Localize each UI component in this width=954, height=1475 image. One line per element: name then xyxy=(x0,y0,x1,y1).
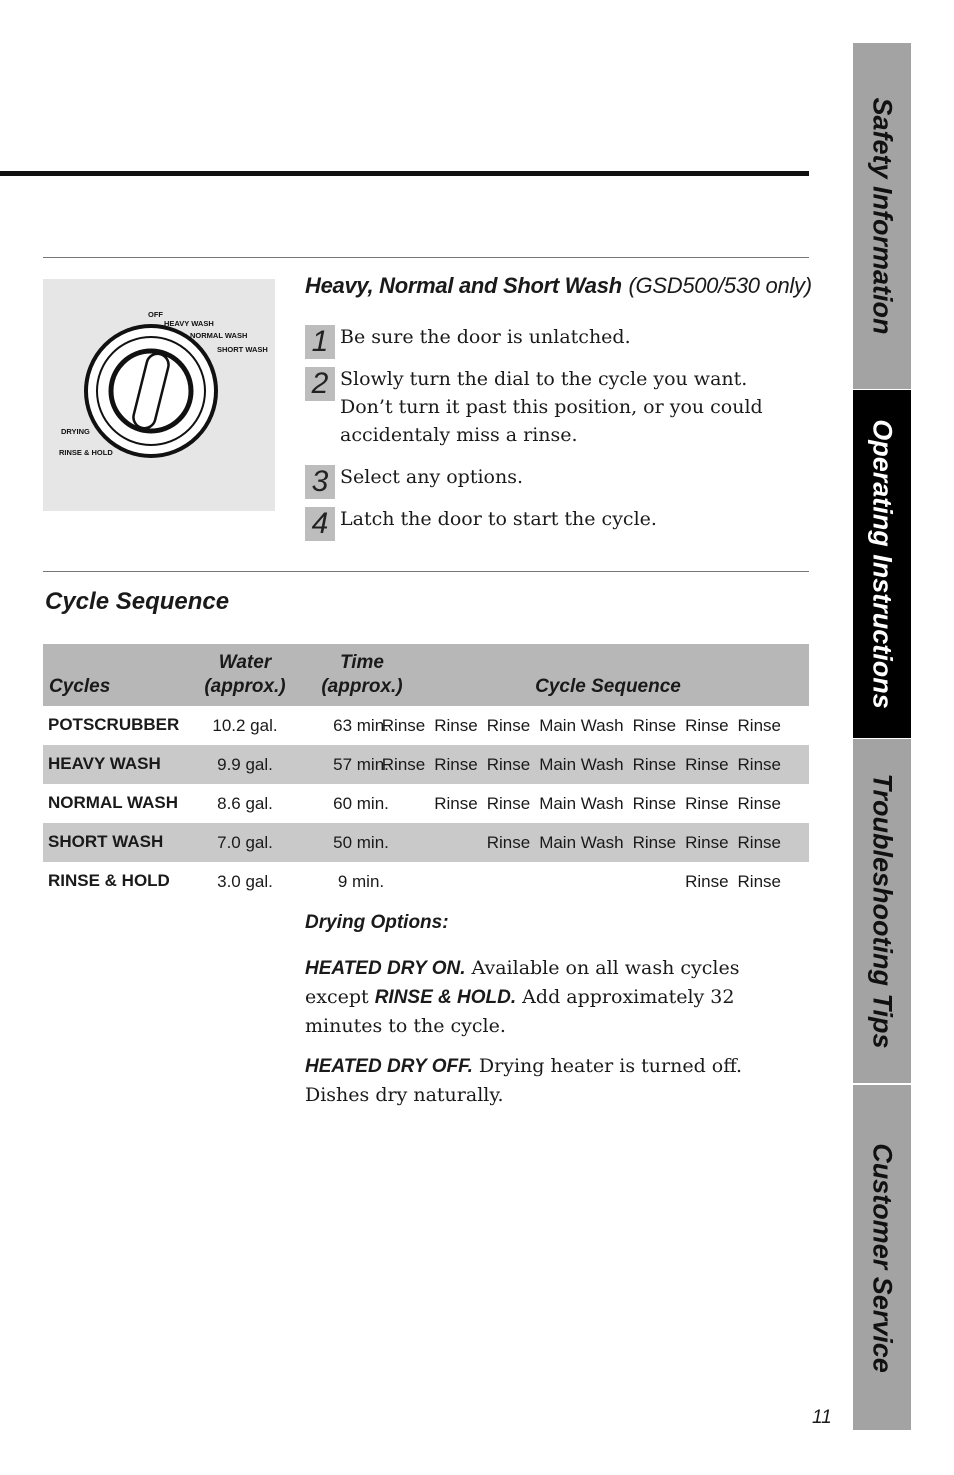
step-text: Latch the door to start the cycle. xyxy=(340,508,657,530)
dial-label-drying: DRYING xyxy=(61,427,90,436)
tab-label: Troubleshooting Tips xyxy=(867,773,898,1049)
sequence-cell xyxy=(373,716,781,736)
water-cell: 9.9 gal. xyxy=(217,755,273,774)
water-cell: 8.6 gal. xyxy=(217,794,273,813)
section-heading xyxy=(305,273,812,299)
table-row xyxy=(43,823,809,862)
dial-illustration xyxy=(43,279,275,511)
sequence-step: Rinse xyxy=(434,716,478,735)
tab-customer-service[interactable] xyxy=(853,1085,911,1430)
sequence-step: Rinse xyxy=(685,794,729,813)
header-cycles: Cycles xyxy=(49,676,111,697)
table-row xyxy=(43,706,809,745)
table-row xyxy=(43,862,809,901)
dial-label-normal: NORMAL WASH xyxy=(190,331,248,340)
section-note: (GSD500/530 only) xyxy=(628,273,812,298)
header-time-line1: Time xyxy=(339,652,384,673)
heated-dry-on-label: HEATED DRY ON. xyxy=(305,958,466,979)
sequence-cell xyxy=(478,833,781,853)
step-number: 1 xyxy=(305,325,335,359)
tab-troubleshooting-tips[interactable] xyxy=(853,739,911,1083)
header-sequence: Cycle Sequence xyxy=(535,676,681,697)
heated-dry-off-text: Drying heater is turned off. Dishes dry naturally. xyxy=(305,1055,743,1106)
step-text: Select any options. xyxy=(340,466,524,488)
time-cell: 9 min. xyxy=(337,872,385,891)
time-cell: 63 min. xyxy=(333,716,389,735)
heated-dry-off-label: HEATED DRY OFF. xyxy=(305,1056,473,1077)
heated-dry-on-except: RINSE & HOLD. xyxy=(374,987,517,1008)
sequence-step: Rinse xyxy=(632,833,677,852)
sequence-step: Rinse xyxy=(685,872,729,891)
sequence-step: Rinse xyxy=(486,755,531,774)
section-divider xyxy=(43,257,809,258)
header-water-line1: Water xyxy=(218,652,272,673)
sequence-step: Rinse xyxy=(632,716,677,735)
dial-svg xyxy=(43,279,275,511)
heated-dry-on-text-2: Add approximately 32 minutes to the cycle. xyxy=(305,986,735,1037)
table-body xyxy=(43,706,809,901)
sequence-step: Rinse xyxy=(381,755,426,774)
cycle-name: HEAVY WASH xyxy=(48,754,161,773)
step-number: 2 xyxy=(305,367,335,401)
sequence-step: Rinse xyxy=(434,755,478,774)
cycle-sequence-title: Cycle Sequence xyxy=(45,588,230,615)
sequence-step: Rinse xyxy=(486,716,531,735)
header-time-line2: (approx.) xyxy=(321,676,403,697)
page-number: 11 xyxy=(812,1407,832,1428)
dial-label-short: SHORT WASH xyxy=(217,345,268,354)
heated-dry-off-paragraph xyxy=(305,1052,800,1109)
section-title: Heavy, Normal and Short Wash xyxy=(305,273,622,298)
dial-label-off: OFF xyxy=(148,310,163,319)
sequence-step: Rinse xyxy=(737,794,781,813)
sequence-step: Rinse xyxy=(685,716,729,735)
sequence-step: Main Wash xyxy=(539,716,624,735)
step-number: 4 xyxy=(305,507,335,541)
sequence-cell xyxy=(676,872,781,892)
section-divider xyxy=(43,571,809,572)
sequence-step: Rinse xyxy=(632,755,677,774)
cycle-name: POTSCRUBBER xyxy=(48,715,180,734)
heated-dry-on-text-1: Available on all wash cycles except xyxy=(305,957,740,1008)
water-cell: 3.0 gal. xyxy=(217,872,273,891)
cycle-name: NORMAL WASH xyxy=(48,793,179,812)
cycle-table xyxy=(43,644,809,901)
water-cell: 10.2 gal. xyxy=(212,716,278,735)
sequence-step: Rinse xyxy=(486,833,531,852)
sequence-step: Rinse xyxy=(685,833,729,852)
sequence-step: Rinse xyxy=(486,794,531,813)
water-cell: 7.0 gal. xyxy=(217,833,273,852)
tab-safety-information[interactable] xyxy=(853,43,911,389)
sequence-step: Rinse xyxy=(737,716,781,735)
step-text: Be sure the door is unlatched. xyxy=(340,326,631,348)
sequence-step: Main Wash xyxy=(539,833,624,852)
sequence-step: Rinse xyxy=(685,755,729,774)
sequence-step: Rinse xyxy=(381,716,426,735)
dial-label-heavy: HEAVY WASH xyxy=(164,319,214,328)
tab-label: Customer Service xyxy=(867,1142,898,1373)
sequence-step: Main Wash xyxy=(539,794,624,813)
sequence-step: Rinse xyxy=(434,794,478,813)
top-rule xyxy=(0,171,809,176)
sequence-step: Main Wash xyxy=(539,755,624,774)
heated-dry-on-paragraph xyxy=(305,954,800,1040)
drying-options-title: Drying Options: xyxy=(305,912,449,933)
header-water-line2: (approx.) xyxy=(204,676,286,697)
sequence-step: Rinse xyxy=(737,833,781,852)
tab-label: Safety Information xyxy=(867,97,898,335)
sequence-cell xyxy=(425,794,781,814)
cycle-name: SHORT WASH xyxy=(48,832,164,851)
step-text: Slowly turn the dial to the cycle you want. Don’t turn it past this position, or you could accidentaly miss a rinse. xyxy=(340,368,763,446)
sequence-step: Rinse xyxy=(737,755,781,774)
sequence-step: Rinse xyxy=(632,794,677,813)
table-header xyxy=(43,644,809,706)
dial-label-rinse-hold: RINSE & HOLD xyxy=(59,448,113,457)
time-cell: 50 min. xyxy=(333,833,389,852)
time-cell: 60 min. xyxy=(333,794,389,813)
cycle-name: RINSE & HOLD xyxy=(48,871,170,890)
table-row xyxy=(43,745,809,784)
sequence-step: Rinse xyxy=(737,872,781,891)
time-cell: 57 min. xyxy=(333,755,389,774)
tab-label: Operating Instructions xyxy=(867,419,898,709)
step-number: 3 xyxy=(305,465,335,499)
sequence-cell xyxy=(373,755,781,775)
table-row xyxy=(43,784,809,823)
tab-operating-instructions[interactable] xyxy=(853,390,911,738)
